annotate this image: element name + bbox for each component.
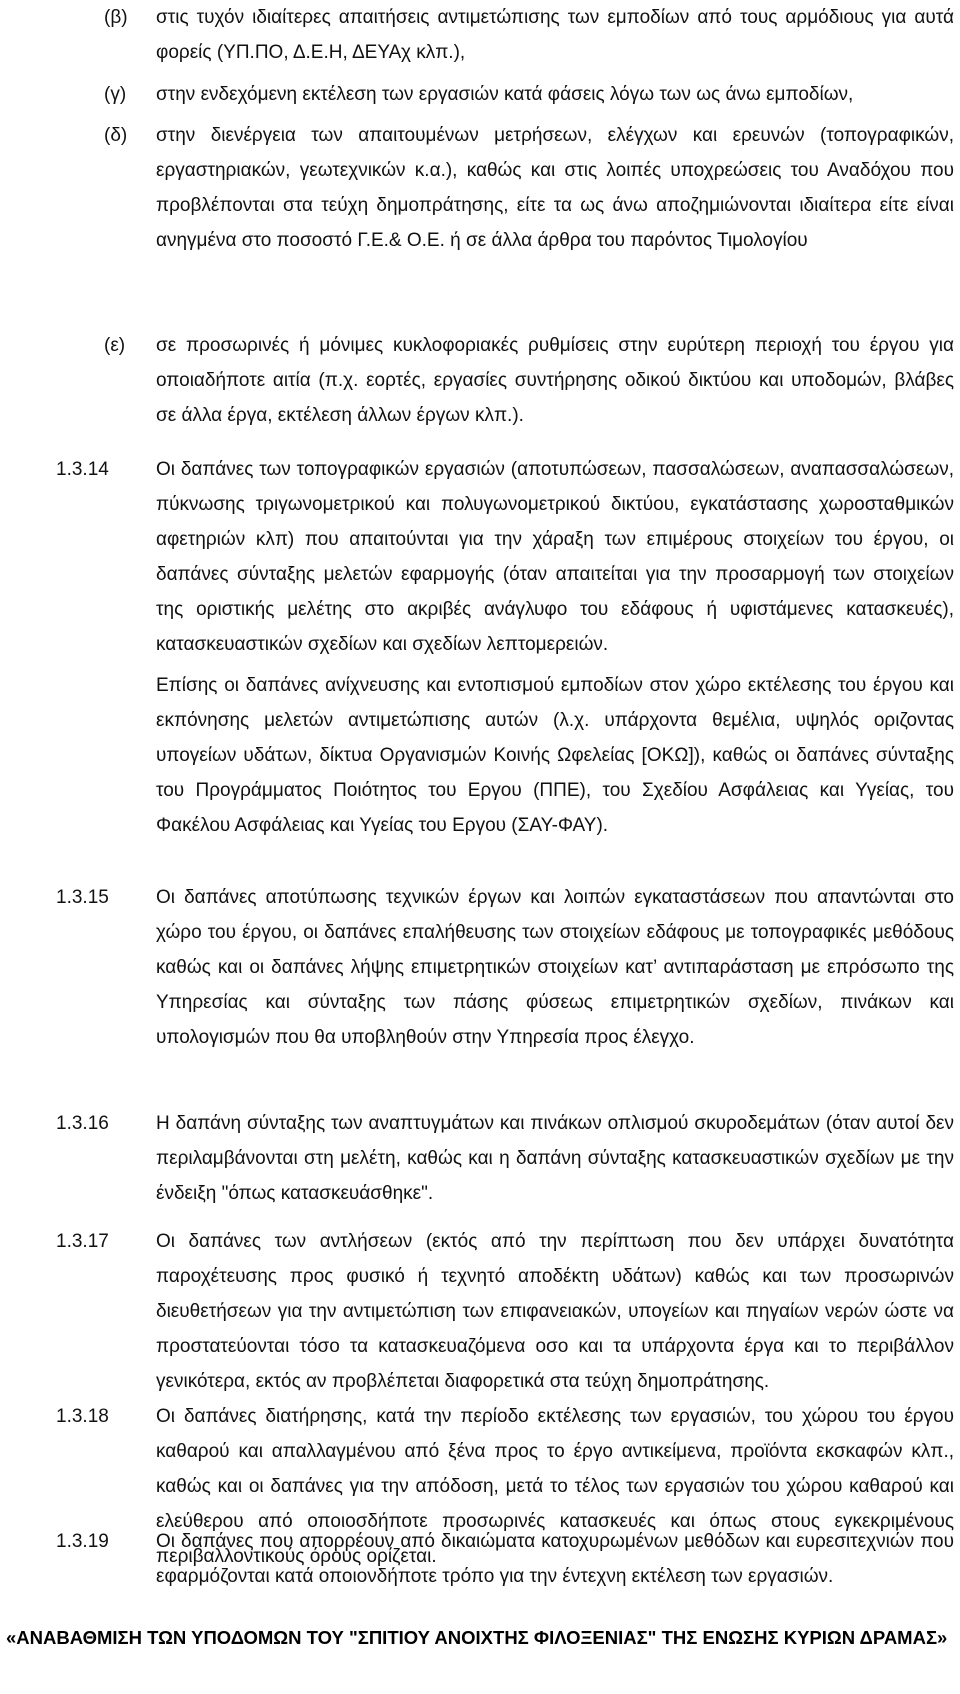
item-text: Η δαπάνη σύνταξης των αναπτυγμάτων και πινάκων οπλισμού σκυροδεμάτων (όταν αυτοί δεν περιλαμβάνονται στη μελέτη, καθώς και η δαπάνη σύνταξης κατασκευαστικών σχεδίων με την ένδειξη "όπως κατασκευάσθηκε". [156,1113,954,1204]
item-continuation-text: Επίσης οι δαπάνες ανίχνευσης και εντοπισμού εμποδίων στον χώρο εκτέλεσης του έργου και εκπόνησης μελετών αντιμετώπισης αυτών (λ.χ. υπάρχοντα θεμέλια, υψηλός οριζοντας υπογείων υδάτων, δίκτυα Οργανισμών Κοινής Ωφελείας [ΟΚΩ]), καθώς οι δαπάνες σύνταξης του Προγράμματος Ποιότητος του Εργου (ΠΠΕ), του Σχεδίου Ασφάλειας και Υγείας, του Φακέλου Ασφάλειας και Υγείας του Εργου (ΣΑΥ-ΦΑΥ). [156,675,954,836]
list-item-label: (ε) [104,335,126,356]
item-number: 1.3.15 [56,887,109,908]
item-number: 1.3.18 [56,1406,109,1427]
list-item-text: στην ενδεχόμενη εκτέλεση των εργασιών κατά φάσεις λόγω των ως άνω εμποδίων, [156,84,854,105]
list-item-label: (β) [104,7,128,28]
item-text: Οι δαπάνες αποτύπωσης τεχνικών έργων και λοιπών εγκαταστάσεων που απαντώνται στο χώρο του έργου, οι δαπάνες επαλήθευσης των στοιχείων εδάφους με τοπογραφικές μεθόδους καθώς και οι δαπάνες λήψης επιμετρητικών στοιχείων κατ’ αντιπαράσταση με επρόσωπο της Υπηρεσίας και σύνταξης των πάσης φύσεως επιμετρητικών σχεδίων, πινάκων και υπολογισμών που θα υποβληθούν στην Υπηρεσία προς έλεγχο. [156,887,954,1048]
list-item-text: στις τυχόν ιδιαίτερες απαιτήσεις αντιμετώπισης των εμποδίων από τους αρμόδιους για αυτά φορείς (ΥΠ.ΠΟ, Δ.Ε.Η, ΔΕΥΑχ κλπ.), [156,7,954,63]
item-text: Οι δαπάνες των αντλήσεων (εκτός από την περίπτωση που δεν υπάρχει δυνατότητα παροχέτευσης προς φυσικό ή τεχνητό αποδέκτη υδάτων) καθώς και των προσωρινών διευθετήσεων για την αντιμετώπιση των επιφανειακών, υπογείων και πηγαίων νερών ώστε να προστατεύονται τόσο τα κατασκευαζόμενα οσο και τα υπάρχοντα έργα και το περιβάλλον γενικότερα, εκτός αν προβλέπεται διαφορετικά στα τεύχη δημοπράτησης. [156,1231,954,1392]
item-text: Οι δαπάνες που απορρέουν από δικαιώματα κατοχυρωμένων μεθόδων και ευρεσιτεχνιών που εφαρμόζονται κατά οποιονδήποτε τρόπο για την έντεχνη εκτέλεση των εργασιών. [156,1531,954,1587]
list-item-label: (γ) [104,84,127,105]
item-text: Οι δαπάνες των τοπογραφικών εργασιών (αποτυπώσεων, πασσαλώσεων, αναπασσαλώσεων, πύκνωσης τριγωνομετρικού και πολυγωνομετρικού δικτύου, εγκατάστασης χωροσταθμικών αφετηριών κλπ) που απαιτούνται για την χάραξη των επιμέρους στοιχείων του έργου, οι δαπάνες σύνταξης μελετών εφαρμογής (όταν απαιτείται για την προσαρμογή των στοιχείων της οριστικής μελέτης στο ακριβές ανάγλυφο του εδάφους ή υφιστάμενες κατασκευές), κατασκευαστικών σχεδίων και σχεδίων λεπτομερειών. [156,459,954,655]
item-number: 1.3.19 [56,1531,109,1552]
item-number: 1.3.17 [56,1231,109,1252]
list-item-text: στην διενέργεια των απαιτουμένων μετρήσεων, ελέγχων και ερευνών (τοπογραφικών, εργαστηριακών, γεωτεχνικών κ.α.), καθώς και στις λοιπές υποχρεώσεις του Αναδόχου που προβλέπονται στα τεύχη δημοπράτησης, είτε τα ως άνω αποζημιώνονται ιδιαίτερα είτε είναι ανηγμένα στο ποσοστό Γ.Ε.& Ο.Ε. ή σε άλλα άρθρα του παρόντος Τιμολογίου [156,125,954,251]
list-item-text: σε προσωρινές ή μόνιμες κυκλοφοριακές ρυθμίσεις στην ευρύτερη περιοχή του έργου για οποιαδήποτε αιτία (π.χ. εορτές, εργασίες συντήρησης οδικού δικτύου και υποδομών, βλάβες σε άλλα έργα, εκτέλεση άλλων έργων κλπ.). [156,335,954,426]
item-number: 1.3.14 [56,459,109,480]
item-text: Οι δαπάνες διατήρησης, κατά την περίοδο εκτέλεσης των εργασιών, του χώρου του έργου καθαρού και απαλλαγμένου από ξένα προς το έργο αντικείμενα, προϊόντα εκσκαφών κλπ., καθώς και οι δαπάνες για την απόδοση, μετά το τέλος των εργασιών του χώρου καθαρού και ελεύθερου από οποιοσδήποτε προσωρινές κατασκευές και όπως στους εγκεκριμένους περιβαλλοντικούς όρους ορίζεται. [156,1406,954,1567]
list-item-label: (δ) [104,125,128,146]
document-footer: «ΑΝΑΒΑΘΜΙΣΗ ΤΩΝ ΥΠΟΔΟΜΩΝ ΤΟΥ "ΣΠΙΤΙΟΥ ΑΝΟΙΧΤΗΣ ΦΙΛΟΞΕΝΙΑΣ" ΤΗΣ ΕΝΩΣΗΣ ΚΥΡΙΩΝ ΔΡΑΜΑΣ» [6,1627,948,1648]
item-number: 1.3.16 [56,1113,109,1134]
